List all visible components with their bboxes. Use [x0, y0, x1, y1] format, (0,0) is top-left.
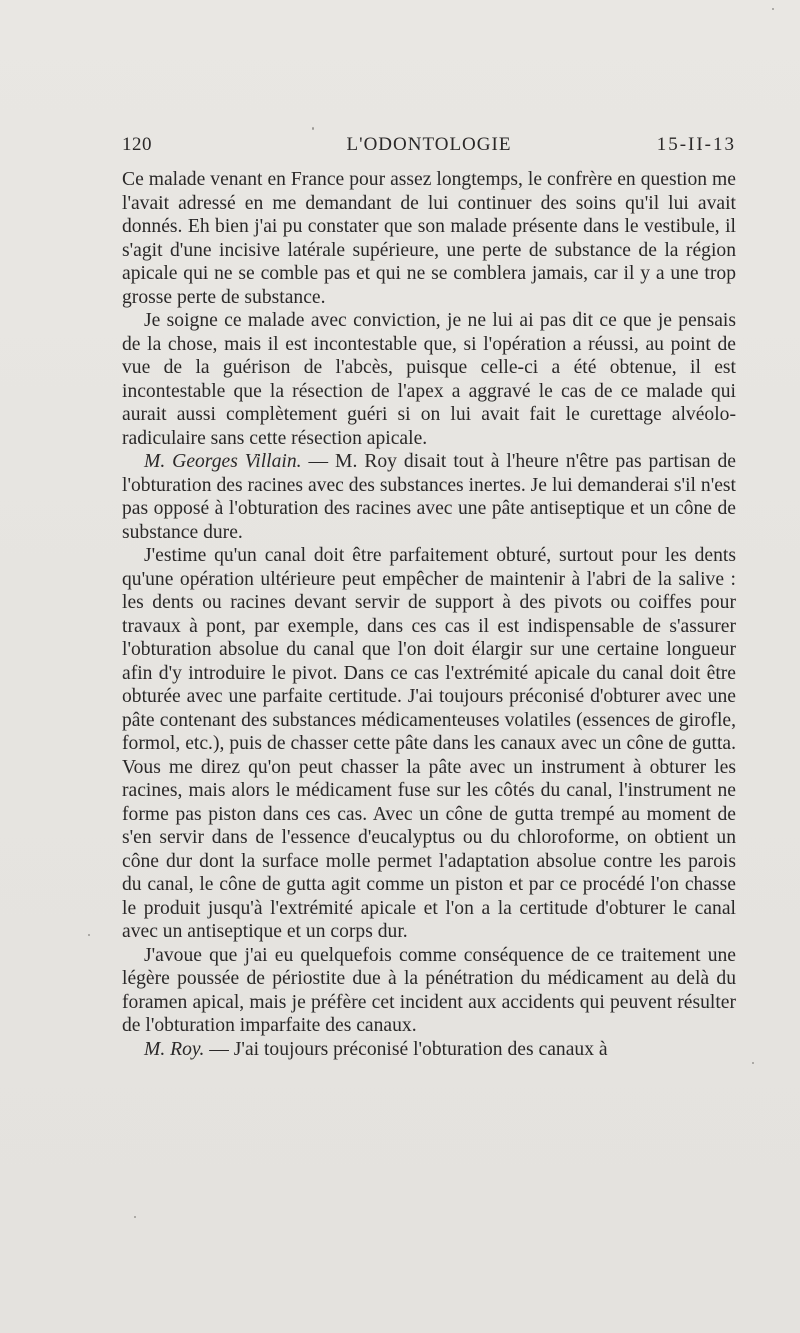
paper-speck [772, 8, 774, 10]
issue-date: 15-II-13 [656, 134, 736, 155]
speaker-name: M. Roy. [144, 1038, 205, 1060]
running-header [122, 134, 736, 160]
paragraph-text: Ce malade venant en France pour assez longtemps, le confrère en question me l'avait adressé en me demandant de lui continuer des soins qu'il lui avait donnés. Eh bien j'ai pu constater que son malade présente dans le vestibule, il s'agit d'une incisive latérale supérieure, une perte de substance de la région apicale qui ne se comble pas et qui ne se comblera jamais, car il y a une trop grosse perte de substance. [122, 169, 736, 308]
speaker-name: M. Georges Villain. [144, 451, 302, 472]
paper-speck [312, 127, 314, 130]
paragraph [122, 309, 736, 450]
paper-speck [752, 1062, 754, 1064]
paragraph [122, 944, 736, 1038]
paragraph-text: — J'ai toujours préconisé l'obturation des canaux à [204, 1038, 608, 1060]
paragraph [122, 544, 736, 944]
running-title: L'ODONTOLOGIE [346, 134, 512, 155]
paper-speck [134, 1216, 136, 1218]
paragraph [122, 450, 736, 544]
body-text [122, 168, 736, 1061]
paragraph-text: Je soigne ce malade avec conviction, je ne lui ai pas dit ce que je pensais de la chose, mais il est incontestable que, si l'opération a réussi, au point de vue de la guérison de l'abcès, puisque celle-ci a été obtenue, il est incontestable que la résection de l'apex a aggravé le cas de ce malade qui aurait aussi complètement guéri si on lui avait fait le curettage alvéolo-radiculaire sans cette résection apicale. [122, 310, 736, 449]
paragraph-text: — M. Roy disait tout à l'heure n'être pas partisan de l'obturation des racines avec des substances inertes. Je lui demanderai s'il n'est pas opposé à l'obturation des racines avec une pâte antiseptique et un cône de substance dure. [122, 451, 736, 543]
page-number: 120 [122, 134, 152, 155]
paragraph [122, 1038, 736, 1062]
paper-speck [88, 934, 90, 936]
paragraph [122, 168, 736, 309]
paragraph-text: J'estime qu'un canal doit être parfaitement obturé, surtout pour les dents qu'une opération ultérieure peut empêcher de maintenir à l'abri de la salive : les dents ou racines devant servir de support à des pivots ou coiffes pour travaux à pont, par exemple, dans ces cas il est indispensable de s'assurer l'obturation absolue du canal que l'on doit élargir sur une certaine longueur afin d'y introduire le pivot. Dans ce cas l'extrémité apicale du canal doit être obturée avec une parfaite certitude. J'ai toujours préconisé d'obturer avec une pâte contenant des substances médicamenteuses volatiles (essences de girofle, formol, etc.), puis de chasser cette pâte dans les canaux avec un cône de gutta. Vous me direz qu'on peut chasser la pâte avec un instrument à obturer les racines, mais alors le médicament fuse sur les côtés du canal, l'instrument ne forme pas piston dans ces cas. Avec un cône de gutta trempé au moment de s'en servir dans de l'essence d'eucalyptus ou du chloroforme, on obtient un cône dur dont la surface molle permet l'adaptation absolue contre les parois du canal, le cône de gutta agit comme un piston et par ce procédé l'on chasse le produit jusqu'à l'extrémité apicale et l'on a la certitude d'obturer le canal avec un antiseptique et un corps dur. [122, 545, 736, 942]
paragraph-text: J'avoue que j'ai eu quelquefois comme conséquence de ce traitement une légère poussée de périostite due à la pénétration du médicament au delà du foramen apical, mais je préfère cet incident aux accidents qui peuvent résulter de l'obturation imparfaite des canaux. [122, 944, 736, 1036]
